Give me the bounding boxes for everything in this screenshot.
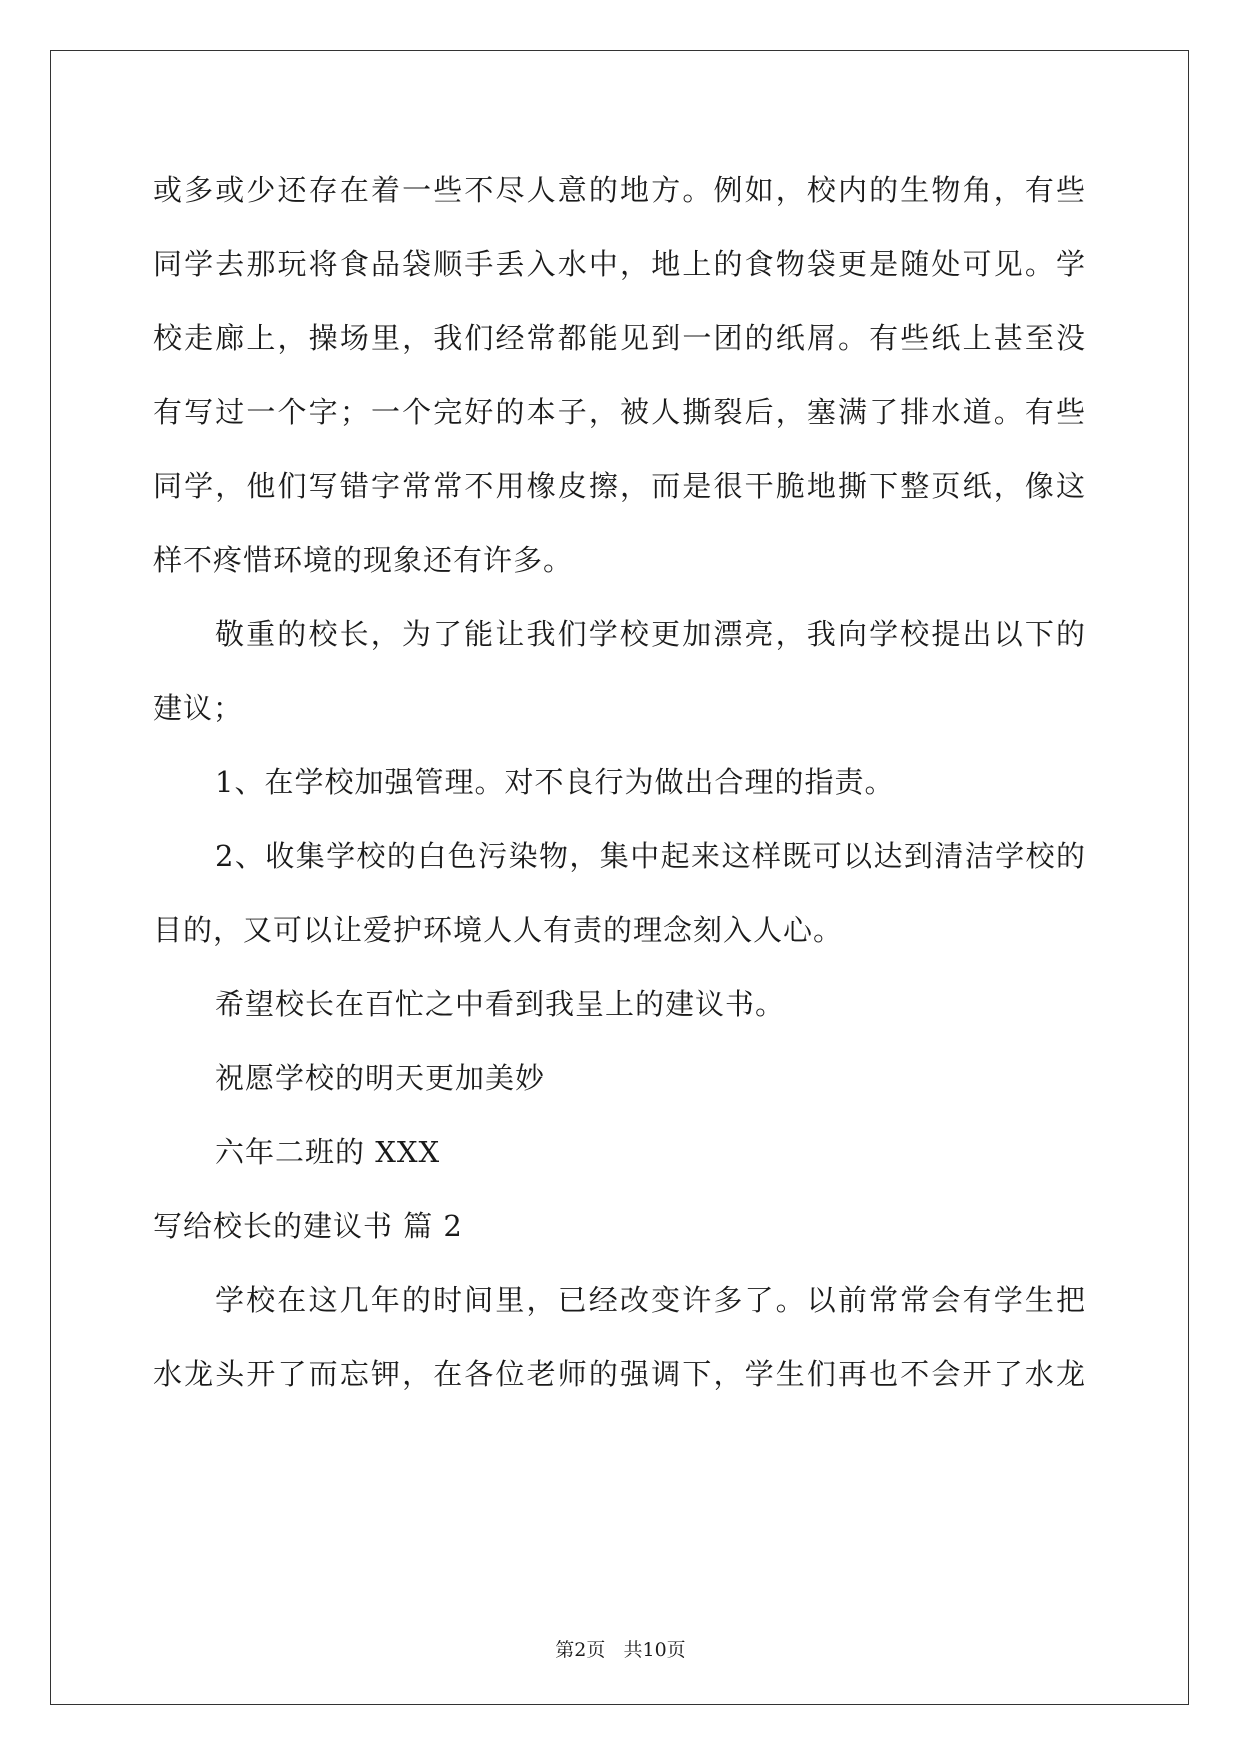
body-line-8: 建议； xyxy=(153,691,244,725)
body-line-3: 校走廊上，操场里，我们经常都能见到一团的纸屑。有些纸上甚至没 xyxy=(153,321,1085,355)
body-line-5: 同学，他们写错字常常不用橡皮擦，而是很干脆地撕下整页纸，像这 xyxy=(153,469,1085,503)
body-line-2: 同学去那玩将食品袋顺手丢入水中，地上的食物袋更是随处可见。学 xyxy=(153,247,1085,281)
suggestion-2: 2、收集学校的白色污染物，集中起来这样既可以达到清洁学校的 xyxy=(215,839,1085,873)
section-heading: 写给校长的建议书 篇 2 xyxy=(153,1209,463,1243)
closing-blessing: 祝愿学校的明天更加美妙 xyxy=(215,1061,546,1095)
body-line-16: 学校在这几年的时间里，已经改变许多了。以前常常会有学生把 xyxy=(215,1283,1085,1317)
body-line-1: 或多或少还存在着一些不尽人意的地方。例如，校内的生物角，有些 xyxy=(153,173,1085,207)
suggestion-2-cont: 目的，又可以让爱护环境人人有责的理念刻入人心。 xyxy=(153,913,844,947)
body-line-4: 有写过一个字；一个完好的本子，被人撕裂后，塞满了排水道。有些 xyxy=(153,395,1085,429)
body-line-6: 样不疼惜环境的现象还有许多。 xyxy=(153,543,574,577)
closing-wish: 希望校长在百忙之中看到我呈上的建议书。 xyxy=(215,987,786,1021)
body-line-17: 水龙头开了而忘钾，在各位老师的强调下，学生们再也不会开了水龙 xyxy=(153,1357,1085,1391)
page-border xyxy=(50,50,1189,1705)
page-number-footer: 第2页 共10页 xyxy=(555,1639,686,1661)
signature: 六年二班的 XXX xyxy=(215,1135,441,1169)
suggestion-1: 1、在学校加强管理。对不良行为做出合理的指责。 xyxy=(215,765,895,799)
body-line-7: 敬重的校长，为了能让我们学校更加漂亮，我向学校提出以下的 xyxy=(215,617,1085,651)
